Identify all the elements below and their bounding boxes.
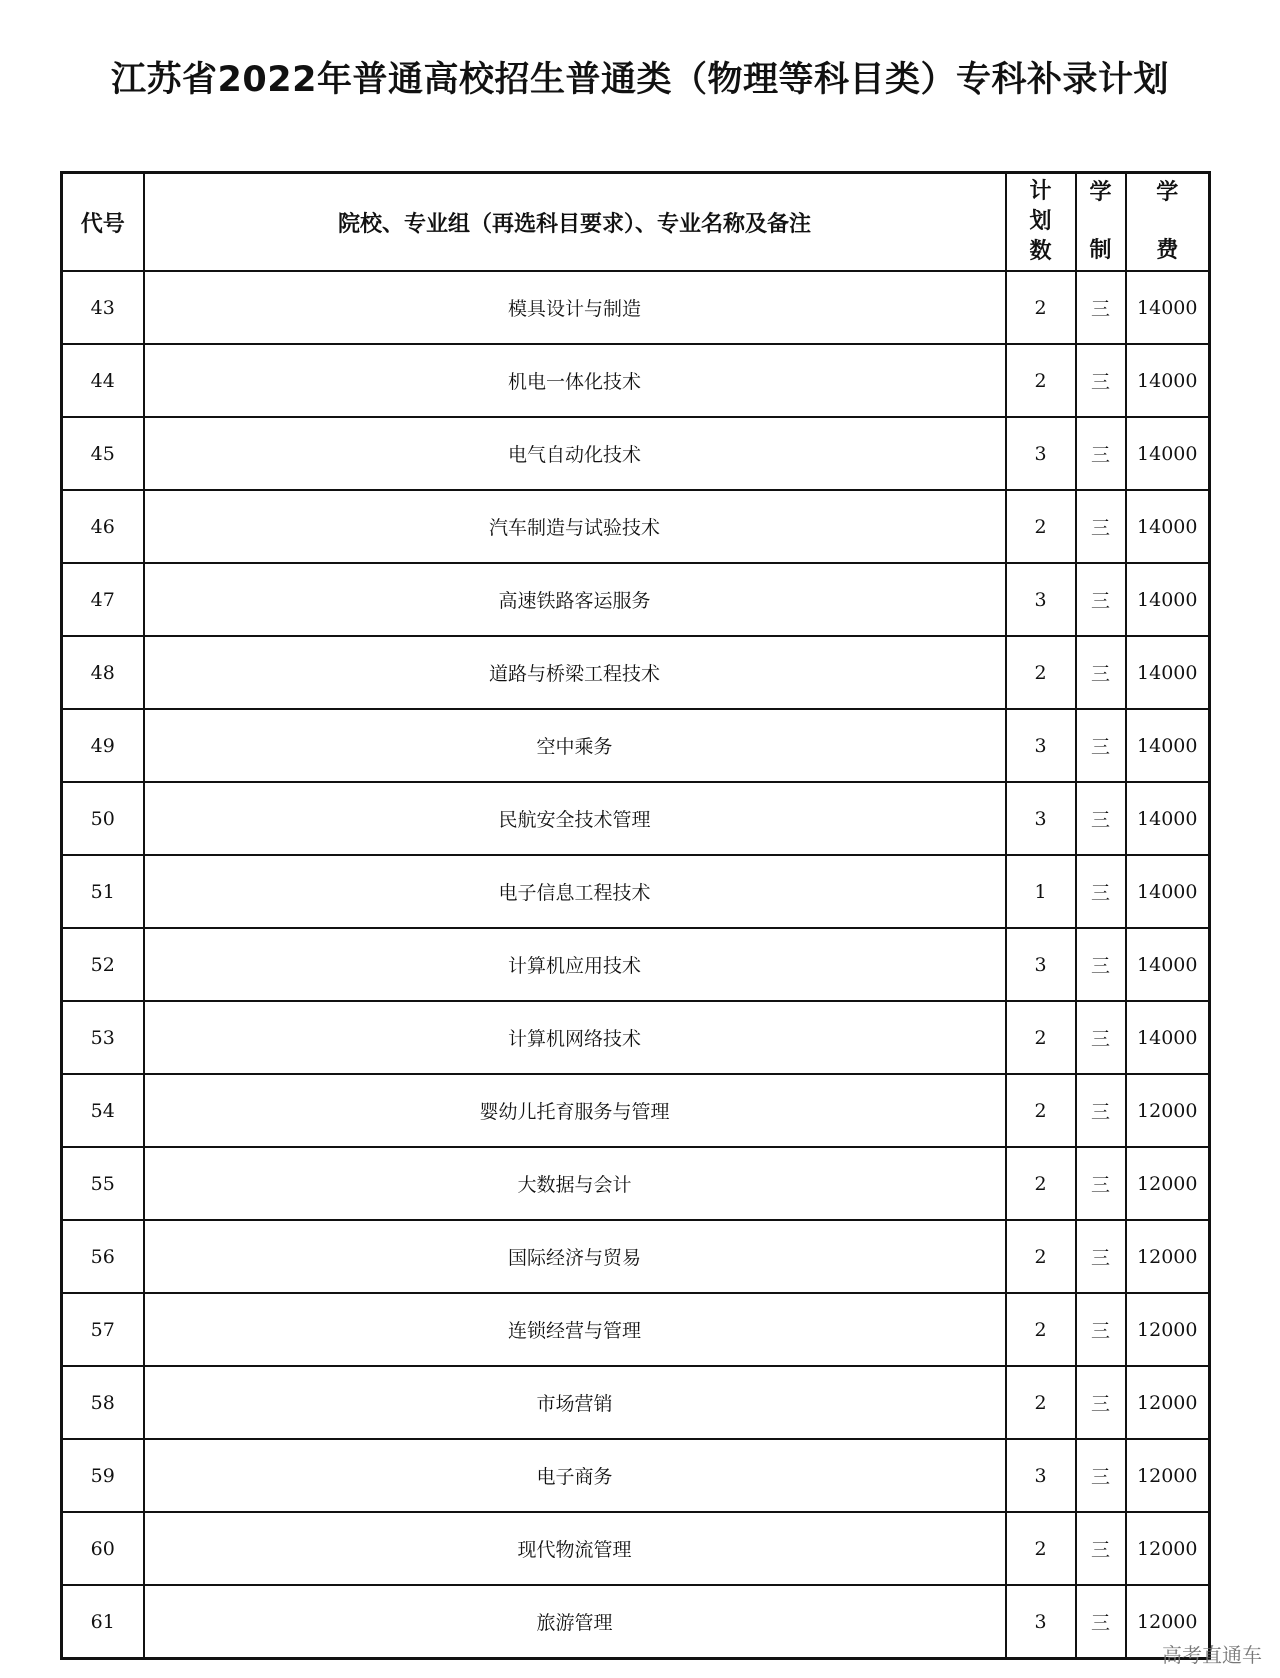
table-row [62,490,1210,563]
cell-plan-count: 3 [1006,1439,1076,1512]
header-years [1076,173,1126,272]
cell-code: 60 [62,1512,144,1585]
cell-plan-count: 2 [1006,1220,1076,1293]
cell-code: 44 [62,344,144,417]
cell-plan-count: 2 [1006,490,1076,563]
cell-tuition: 14000 [1126,344,1210,417]
cell-plan-count: 2 [1006,1293,1076,1366]
cell-duration: 三 [1076,490,1126,563]
cell-code: 57 [62,1293,144,1366]
cell-duration: 三 [1076,782,1126,855]
cell-major-name: 民航安全技术管理 [144,782,1006,855]
cell-major-name: 机电一体化技术 [144,344,1006,417]
cell-code: 50 [62,782,144,855]
cell-code: 47 [62,563,144,636]
table-row [62,344,1210,417]
table-row [62,1366,1210,1439]
table-row [62,855,1210,928]
header-years-char: 学 [1089,180,1112,206]
table-row [62,1585,1210,1659]
table-row [62,1074,1210,1147]
cell-major-name: 汽车制造与试验技术 [144,490,1006,563]
cell-code: 59 [62,1439,144,1512]
cell-tuition: 14000 [1126,1001,1210,1074]
cell-duration: 三 [1076,1293,1126,1366]
table-row [62,928,1210,1001]
cell-tuition: 14000 [1126,490,1210,563]
header-fee [1126,173,1210,272]
cell-tuition: 12000 [1126,1366,1210,1439]
cell-major-name: 大数据与会计 [144,1147,1006,1220]
cell-major-name: 婴幼儿托育服务与管理 [144,1074,1006,1147]
cell-major-name: 电子信息工程技术 [144,855,1006,928]
cell-tuition: 14000 [1126,855,1210,928]
cell-duration: 三 [1076,271,1126,344]
table-row [62,782,1210,855]
cell-duration: 三 [1076,855,1126,928]
cell-duration: 三 [1076,563,1126,636]
cell-plan-count: 2 [1006,1074,1076,1147]
cell-plan-count: 2 [1006,636,1076,709]
cell-tuition: 12000 [1126,1439,1210,1512]
cell-tuition: 14000 [1126,636,1210,709]
cell-tuition: 12000 [1126,1512,1210,1585]
cell-major-name: 现代物流管理 [144,1512,1006,1585]
table-row [62,271,1210,344]
cell-code: 53 [62,1001,144,1074]
page-title: 江苏省2022年普通高校招生普通类（物理等科目类）专科补录计划 [111,60,1169,100]
header-years-char: 制 [1089,238,1112,263]
cell-duration: 三 [1076,1147,1126,1220]
cell-tuition: 12000 [1126,1293,1210,1366]
table-row [62,709,1210,782]
table-row [62,417,1210,490]
cell-plan-count: 2 [1006,1001,1076,1074]
header-fee-char: 学 [1156,180,1179,206]
cell-duration: 三 [1076,1074,1126,1147]
cell-code: 61 [62,1585,144,1659]
cell-major-name: 市场营销 [144,1366,1006,1439]
cell-major-name: 连锁经营与管理 [144,1293,1006,1366]
header-fee-char: 费 [1156,238,1179,263]
cell-tuition: 14000 [1126,782,1210,855]
cell-duration: 三 [1076,1439,1126,1512]
table-row [62,1293,1210,1366]
table-row [62,1147,1210,1220]
cell-code: 58 [62,1366,144,1439]
cell-tuition: 14000 [1126,928,1210,1001]
cell-tuition: 14000 [1126,417,1210,490]
cell-plan-count: 2 [1006,1512,1076,1585]
cell-major-name: 道路与桥梁工程技术 [144,636,1006,709]
cell-duration: 三 [1076,636,1126,709]
cell-major-name: 国际经济与贸易 [144,1220,1006,1293]
cell-tuition: 14000 [1126,563,1210,636]
table-row [62,1220,1210,1293]
header-name: 院校、专业组（再选科目要求）、专业名称及备注 [144,173,1006,272]
cell-plan-count: 3 [1006,782,1076,855]
cell-code: 46 [62,490,144,563]
cell-tuition: 14000 [1126,271,1210,344]
cell-duration: 三 [1076,344,1126,417]
cell-tuition: 14000 [1126,709,1210,782]
header-plan-char: 数 [1029,238,1052,264]
cell-duration: 三 [1076,1001,1126,1074]
table-row [62,1001,1210,1074]
cell-major-name: 电气自动化技术 [144,417,1006,490]
watermark: 高考直通车 [1162,1643,1262,1667]
cell-tuition: 12000 [1126,1147,1210,1220]
cell-code: 43 [62,271,144,344]
cell-code: 55 [62,1147,144,1220]
cell-major-name: 模具设计与制造 [144,271,1006,344]
cell-plan-count: 3 [1006,563,1076,636]
cell-duration: 三 [1076,709,1126,782]
cell-code: 52 [62,928,144,1001]
cell-duration: 三 [1076,1220,1126,1293]
cell-major-name: 计算机应用技术 [144,928,1006,1001]
cell-code: 51 [62,855,144,928]
cell-duration: 三 [1076,1366,1126,1439]
cell-major-name: 高速铁路客运服务 [144,563,1006,636]
cell-code: 49 [62,709,144,782]
cell-plan-count: 2 [1006,271,1076,344]
cell-duration: 三 [1076,1512,1126,1585]
cell-major-name: 电子商务 [144,1439,1006,1512]
table-row [62,1439,1210,1512]
cell-plan-count: 3 [1006,1585,1076,1659]
cell-code: 54 [62,1074,144,1147]
cell-plan-count: 2 [1006,344,1076,417]
cell-tuition: 12000 [1126,1074,1210,1147]
cell-plan-count: 2 [1006,1147,1076,1220]
cell-major-name: 旅游管理 [144,1585,1006,1659]
cell-duration: 三 [1076,928,1126,1001]
cell-plan-count: 1 [1006,855,1076,928]
cell-major-name: 计算机网络技术 [144,1001,1006,1074]
header-plan-char: 计 [1029,179,1052,205]
cell-duration: 三 [1076,1585,1126,1659]
table-header-row [62,173,1210,272]
cell-major-name: 空中乘务 [144,709,1006,782]
cell-code: 56 [62,1220,144,1293]
cell-plan-count: 3 [1006,928,1076,1001]
table-row [62,636,1210,709]
cell-code: 45 [62,417,144,490]
cell-tuition: 12000 [1126,1220,1210,1293]
header-plan [1006,173,1076,272]
cell-duration: 三 [1076,417,1126,490]
table-row [62,563,1210,636]
cell-plan-count: 3 [1006,709,1076,782]
header-code: 代号 [62,173,144,272]
cell-tuition: 12000 [1126,1585,1210,1659]
table-body [62,271,1210,1659]
cell-code: 48 [62,636,144,709]
cell-plan-count: 3 [1006,417,1076,490]
header-plan-char: 划 [1029,209,1052,235]
enrollment-plan-table [60,171,1211,1660]
cell-plan-count: 2 [1006,1366,1076,1439]
table-row [62,1512,1210,1585]
